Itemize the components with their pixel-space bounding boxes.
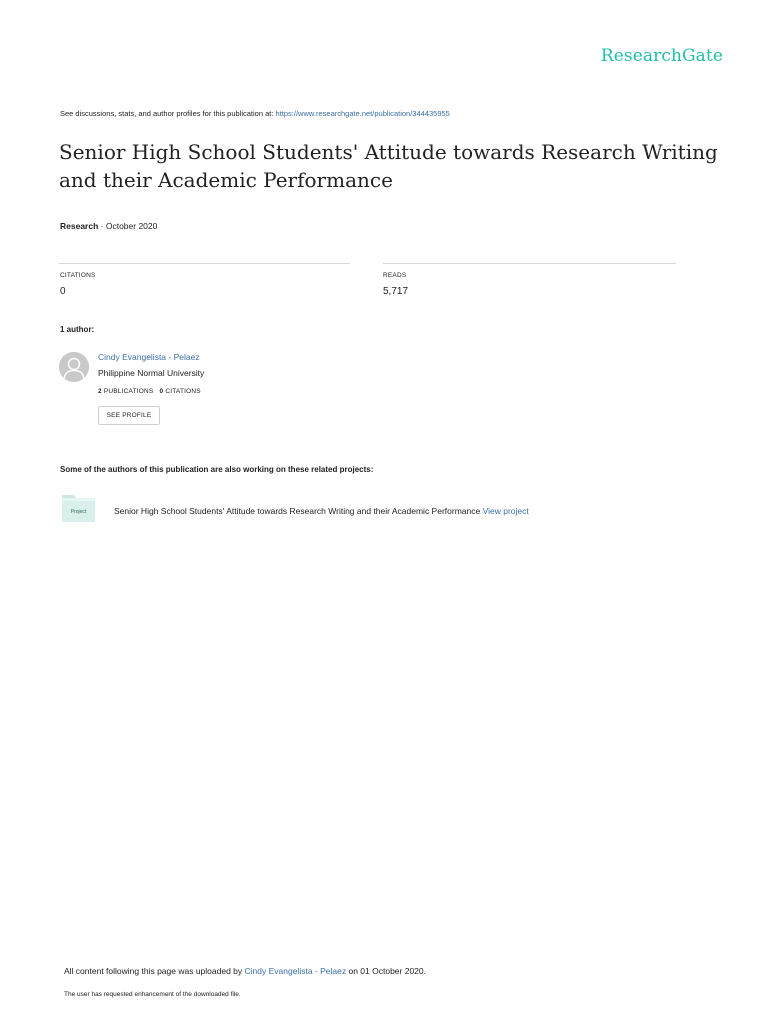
project-icon-label: Project: [70, 509, 87, 515]
publication-meta: [60, 221, 157, 231]
citations-value: 0: [60, 286, 66, 297]
upload-prefix: All content following this page was uploaded by: [64, 966, 245, 976]
project-title: Senior High School Students' Attitude towards Research Writing and their Academic Performance: [114, 506, 481, 516]
see-profile-button[interactable]: SEE PROFILE: [98, 406, 160, 425]
person-silhouette-icon[interactable]: [59, 352, 89, 382]
reads-value: 5,717: [383, 286, 409, 297]
author-publications-label: PUBLICATIONS: [103, 388, 154, 395]
publication-title: Senior High School Students' Attitude towards Research Writing and their Academic Performance: [59, 140, 718, 192]
upload-notice: [64, 966, 426, 976]
upload-on: on: [346, 966, 361, 976]
citations-label: CITATIONS: [60, 272, 96, 279]
publication-date: October 2020: [105, 221, 158, 231]
authors-heading: 1 author:: [60, 325, 95, 334]
uploader-link[interactable]: Cindy Evangelista - Pelaez: [244, 966, 347, 976]
related-project-item: [114, 506, 529, 516]
related-projects-heading: Some of the authors of this publication are also working on these related projects:: [60, 465, 374, 474]
citations-divider: [59, 263, 350, 264]
upload-date: 01 October 2020.: [360, 966, 426, 976]
reads-label: READS: [383, 272, 407, 279]
author-citations-label: CITATIONS: [165, 388, 201, 395]
author-publications-count: 2: [98, 388, 102, 395]
download-note: The user has requested enhancement of the downloaded file.: [64, 991, 241, 998]
author-stats: [98, 388, 201, 395]
meta-separator: ·: [98, 221, 106, 231]
researchgate-logo[interactable]: ResearchGate: [600, 46, 723, 66]
author-institution: Philippine Normal University: [98, 368, 205, 378]
discussion-text: See discussions, stats, and author profiles for this publication at:: [60, 109, 276, 118]
reads-divider: [383, 263, 676, 264]
discussion-line: [60, 109, 450, 118]
author-name-link[interactable]: Cindy Evangelista - Pelaez: [98, 352, 200, 362]
author-citations-count: 0: [159, 388, 164, 395]
publication-type: Research: [60, 221, 99, 231]
view-project-link[interactable]: View project: [482, 506, 529, 516]
publication-url-link[interactable]: https://www.researchgate.net/publication/344435955: [275, 109, 450, 118]
